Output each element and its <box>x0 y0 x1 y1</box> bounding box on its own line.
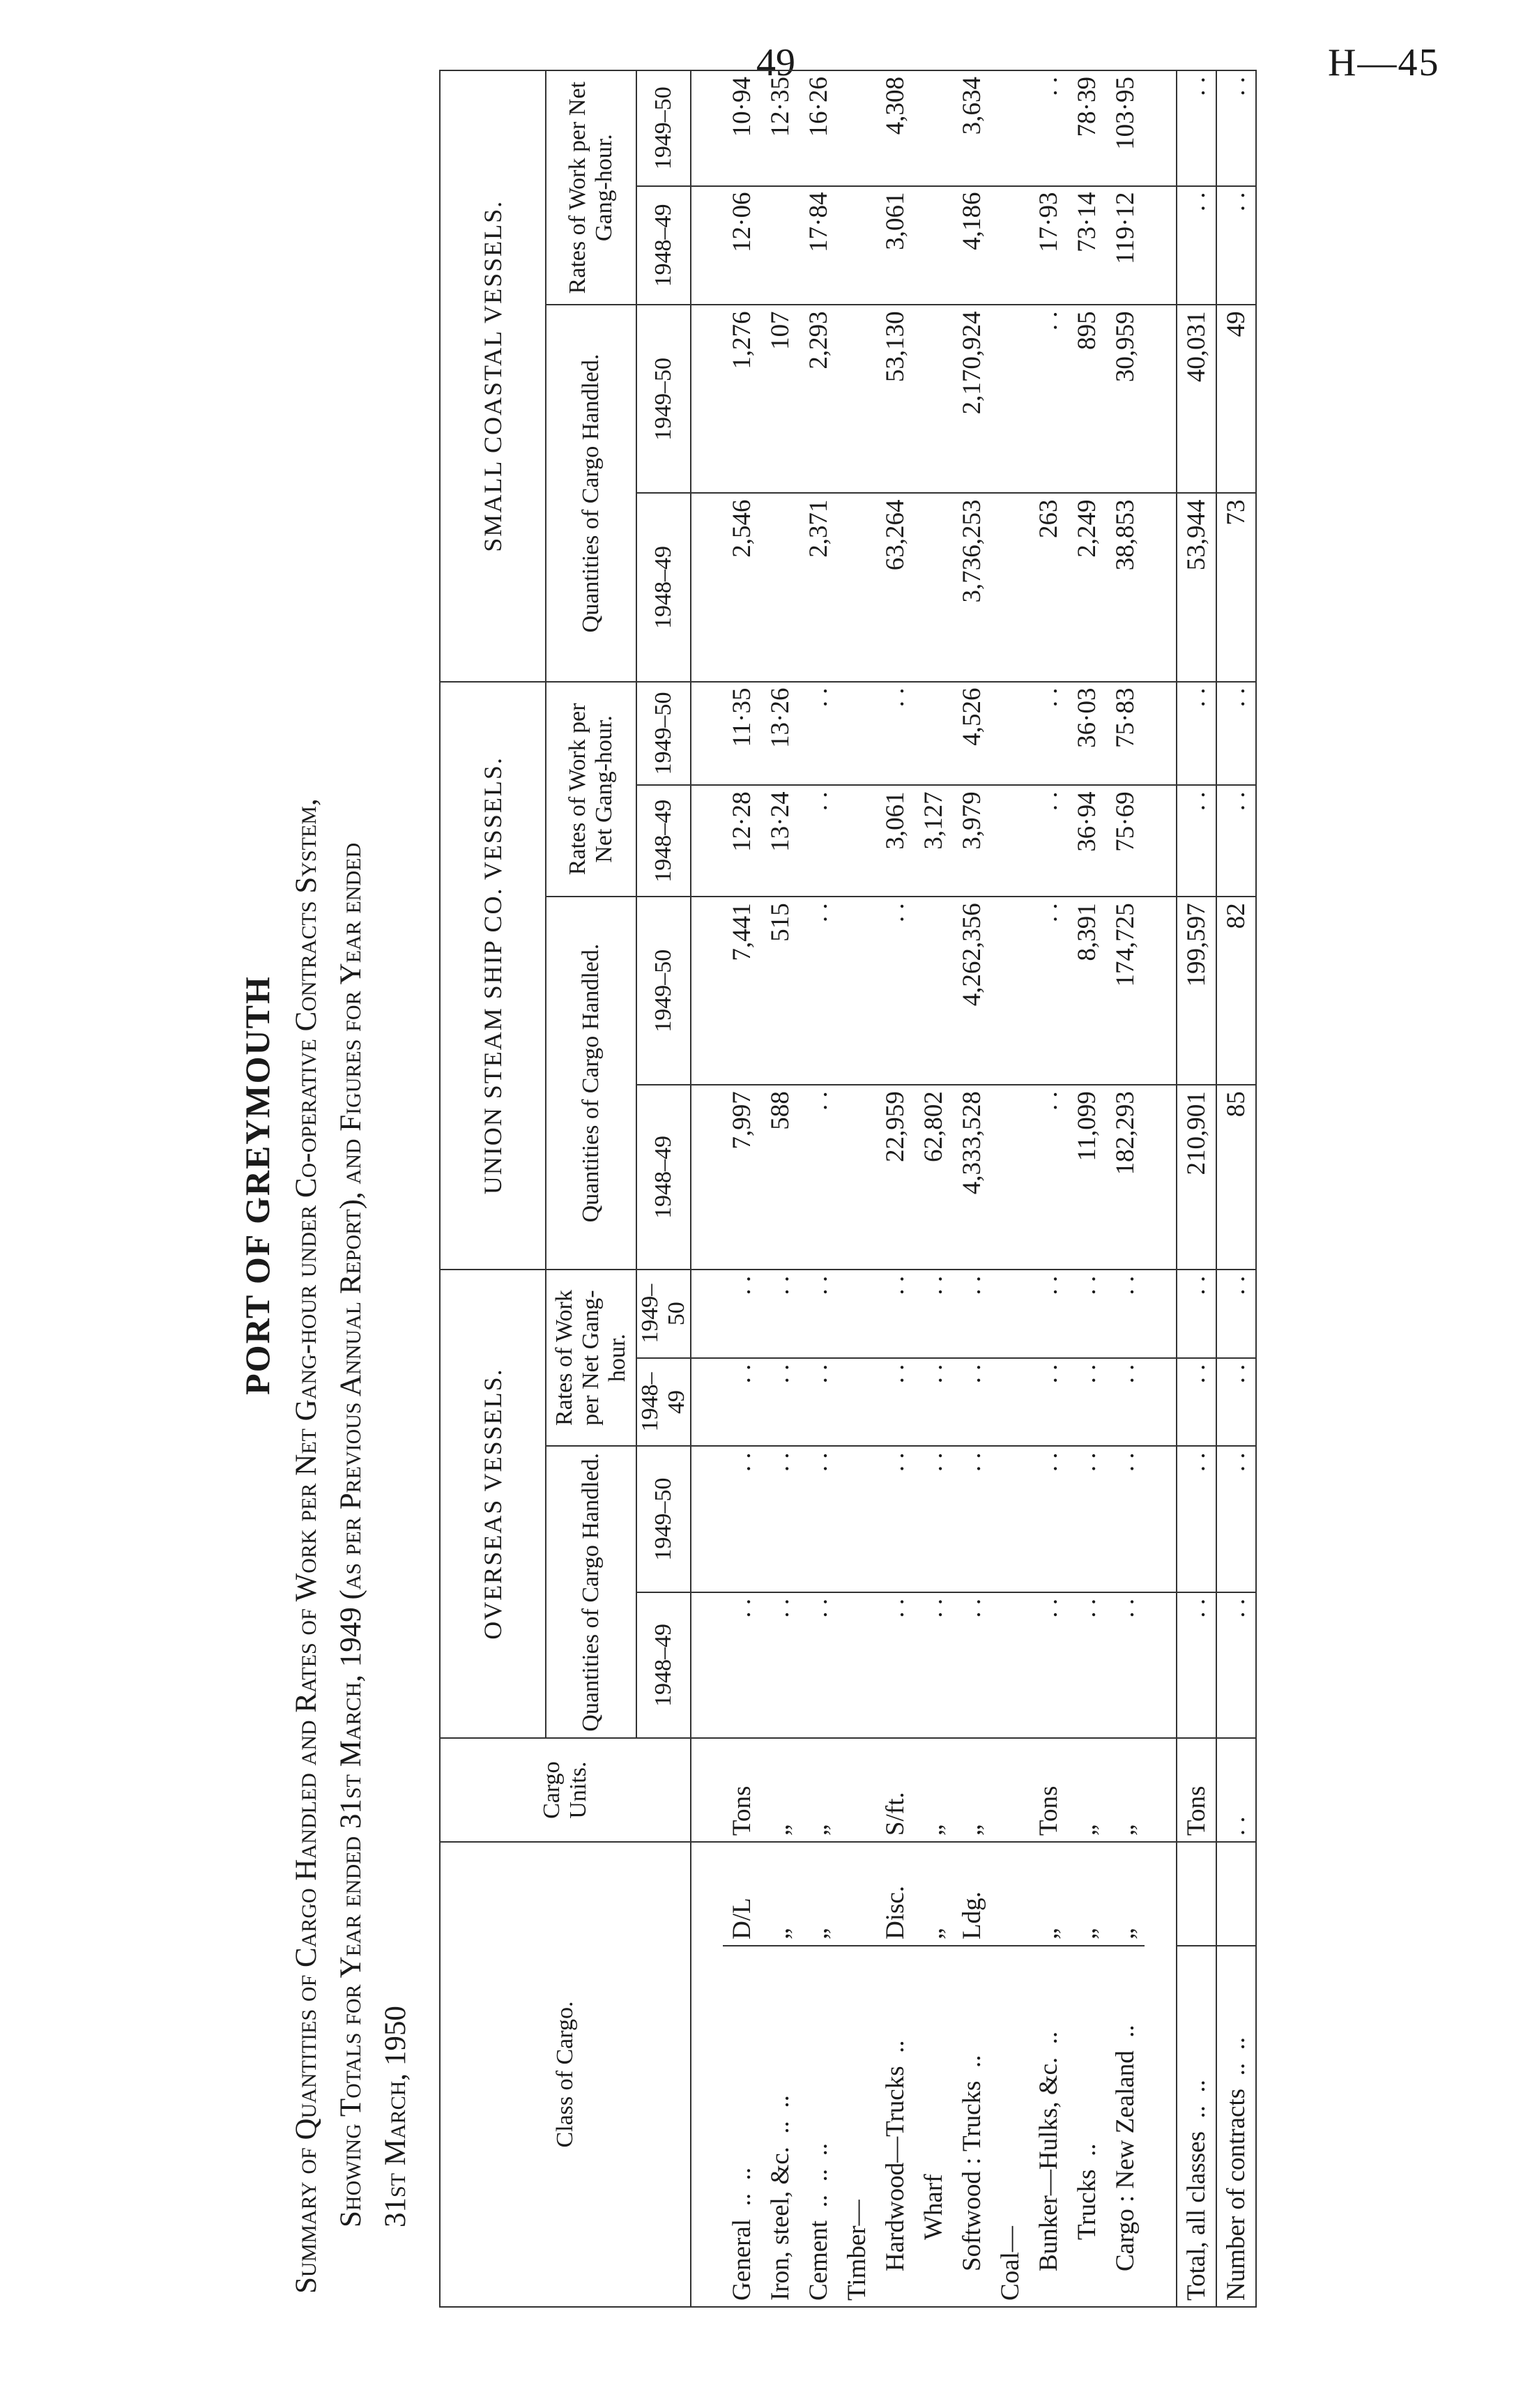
cargo-unit: Tons <box>1030 1738 1068 1842</box>
value-cell: . . <box>1177 1446 1216 1592</box>
value-cell <box>761 493 800 681</box>
value-cell <box>991 186 1030 305</box>
value-cell: . . <box>1177 70 1216 186</box>
value-cell <box>915 186 953 305</box>
row-label-text: Bunker—Hulks, &c. <box>1034 2057 1063 2271</box>
header-rates: Rates of Work per Net Gang-hour. <box>546 1270 636 1447</box>
handling-type: Ldg. <box>953 1842 991 1946</box>
value-cell: . . <box>953 1592 991 1738</box>
leader-dots: .. <box>1034 2031 1063 2057</box>
header-overseas-vessels: OVERSEAS VESSELS. <box>440 1270 546 1738</box>
value-cell: 4,308 <box>876 70 915 186</box>
value-cell: 7,441 <box>723 897 761 1085</box>
row-label-text: Trucks <box>1073 2169 1101 2240</box>
value-cell: . . <box>1216 1592 1256 1738</box>
value-cell: . . <box>876 1358 915 1447</box>
leader-dots: .. <box>881 2040 910 2066</box>
row-label <box>1068 1946 1106 2307</box>
value-cell: 7,997 <box>723 1085 761 1270</box>
value-cell: . . <box>1030 305 1068 493</box>
value-cell: . . <box>1216 186 1256 305</box>
table-row <box>991 70 1030 2307</box>
handling-type: „ <box>1068 1842 1106 1946</box>
value-cell: 63,264 <box>876 493 915 681</box>
value-cell: . . <box>1216 1358 1256 1447</box>
row-label-text: General <box>728 2218 756 2301</box>
value-cell: 4,186 <box>953 186 991 305</box>
handling-type <box>991 1842 1030 1946</box>
value-cell: 515 <box>761 897 800 1085</box>
value-cell: . . <box>1106 1446 1145 1592</box>
value-cell: 53,944 <box>1177 493 1216 681</box>
value-cell: . . <box>800 1270 838 1358</box>
value-cell: 3,979 <box>953 785 991 897</box>
value-cell: 11·35 <box>723 682 761 786</box>
value-cell <box>915 897 953 1085</box>
header-quantities: Quantities of Cargo Handled. <box>546 1446 636 1738</box>
value-cell: 199,597 <box>1177 897 1216 1085</box>
value-cell <box>838 682 876 786</box>
value-cell: . . <box>1030 1358 1068 1447</box>
row-label <box>953 1946 991 2307</box>
value-cell: 2,170,924 <box>953 305 991 493</box>
row-label <box>991 1946 1030 2307</box>
value-cell <box>838 305 876 493</box>
value-cell: . . <box>1216 785 1256 897</box>
value-cell: 73·14 <box>1068 186 1106 305</box>
header-rates: Rates of Work per Net Gang-hour. <box>546 682 636 897</box>
value-cell: 75·69 <box>1106 785 1145 897</box>
handling-type: „ <box>915 1842 953 1946</box>
value-cell: . . <box>953 1270 991 1358</box>
value-cell: . . <box>723 1358 761 1447</box>
value-cell: 2,293 <box>800 305 838 493</box>
value-cell: . . <box>1068 1358 1106 1447</box>
value-cell <box>915 682 953 786</box>
value-cell: 17·84 <box>800 186 838 305</box>
row-label <box>915 1946 953 2307</box>
value-cell <box>991 493 1030 681</box>
value-cell: . . <box>800 897 838 1085</box>
spacer-row <box>1145 70 1177 2307</box>
row-label <box>838 1946 876 2307</box>
value-cell: 40,031 <box>1177 305 1216 493</box>
value-cell: 49 <box>1216 305 1256 493</box>
table-row <box>723 70 761 2307</box>
value-cell: 210,901 <box>1177 1085 1216 1270</box>
handling-type: „ <box>1030 1842 1068 1946</box>
value-cell: 588 <box>761 1085 800 1270</box>
value-cell: 103·95 <box>1106 70 1145 186</box>
value-cell: . . <box>876 682 915 786</box>
value-cell <box>991 305 1030 493</box>
value-cell: 4,262,356 <box>953 897 991 1085</box>
row-label-text: Number of contracts <box>1222 2088 1250 2301</box>
header-year: 1948–49 <box>636 1358 691 1447</box>
row-label <box>876 1946 915 2307</box>
value-cell: . . <box>723 1270 761 1358</box>
value-cell <box>915 493 953 681</box>
value-cell: 11,099 <box>1068 1085 1106 1270</box>
value-cell: . . <box>1106 1358 1145 1447</box>
cargo-unit: „ <box>915 1738 953 1842</box>
value-cell: . . <box>800 1446 838 1592</box>
value-cell: . . <box>915 1270 953 1358</box>
page-number: 49 <box>756 41 795 84</box>
handling-type <box>1216 1842 1256 1946</box>
value-cell <box>991 1446 1030 1592</box>
row-label <box>1216 1946 1256 2307</box>
value-cell <box>915 70 953 186</box>
value-cell: . . <box>1030 1270 1068 1358</box>
cargo-unit: „ <box>761 1738 800 1842</box>
header-union-vessels: UNION STEAM SHIP CO. VESSELS. <box>440 682 546 1270</box>
cargo-unit: „ <box>1106 1738 1145 1842</box>
subtitle-line-3: 31st March, 1950 <box>379 2006 412 2227</box>
row-label-text: Coal— <box>996 2226 1025 2301</box>
header-year: 1948–49 <box>636 493 691 681</box>
header-coastal-vessels: SMALL COASTAL VESSELS. <box>440 70 546 682</box>
value-cell: 4,333,528 <box>953 1085 991 1270</box>
row-label-text: Timber— <box>843 2200 871 2301</box>
header-year: 1949–50 <box>636 70 691 186</box>
value-cell: . . <box>1216 70 1256 186</box>
value-cell: . . <box>800 682 838 786</box>
table-row <box>1068 70 1106 2307</box>
value-cell <box>838 1358 876 1447</box>
handling-type: „ <box>1106 1842 1145 1946</box>
header-quantities: Quantities of Cargo Handled. <box>546 897 636 1270</box>
value-cell: . . <box>876 1270 915 1358</box>
leader-dots: .. <box>1073 2143 1101 2170</box>
leader-dots: .. .. .. <box>804 2142 833 2220</box>
row-label-text: Hardwood—Trucks <box>881 2066 910 2271</box>
table-row <box>1030 70 1068 2307</box>
cargo-unit: „ <box>1068 1738 1106 1842</box>
value-cell: . . <box>1030 897 1068 1085</box>
value-cell: . . <box>1068 1270 1106 1358</box>
handling-type: D/L <box>723 1842 761 1946</box>
cargo-unit: „ <box>800 1738 838 1842</box>
value-cell: . . <box>1030 70 1068 186</box>
value-cell: . . <box>761 1270 800 1358</box>
subtitle-line-1: Summary of Quantities of Cargo Handled and Rates of Work per Net Gang-hour under Co-operative Contracts System, <box>290 798 323 2294</box>
row-label <box>1106 1946 1145 2307</box>
row-label <box>800 1946 838 2307</box>
value-cell: 3,061 <box>876 785 915 897</box>
value-cell: . . <box>1177 1270 1216 1358</box>
value-cell: 3,736,253 <box>953 493 991 681</box>
value-cell <box>838 493 876 681</box>
value-cell: 36·94 <box>1068 785 1106 897</box>
leader-dots: .. .. <box>1222 2036 1250 2089</box>
value-cell: 78·39 <box>1068 70 1106 186</box>
handling-type <box>1177 1842 1216 1946</box>
value-cell <box>991 785 1030 897</box>
header-year: 1949–50 <box>636 1446 691 1592</box>
value-cell: 3,061 <box>876 186 915 305</box>
header-cargo-units: Cargo Units. <box>440 1738 691 1842</box>
value-cell <box>991 70 1030 186</box>
value-cell: . . <box>1030 1592 1068 1738</box>
value-cell: 13·24 <box>761 785 800 897</box>
value-cell: . . <box>1030 1085 1068 1270</box>
value-cell: . . <box>876 1592 915 1738</box>
rotated-table-sheet <box>230 49 1527 2322</box>
value-cell <box>838 186 876 305</box>
value-cell: 2,546 <box>723 493 761 681</box>
value-cell: 182,293 <box>1106 1085 1145 1270</box>
subtitle-line-2: Showing Totals for Year ended 31st March, 1949 (as per Previous Annual Report), and Figures for Year ended <box>335 842 367 2227</box>
value-cell: . . <box>1216 682 1256 786</box>
cargo-unit: . . <box>1216 1738 1256 1842</box>
header-quantities: Quantities of Cargo Handled. <box>546 305 636 681</box>
value-cell: 895 <box>1068 305 1106 493</box>
value-cell: . . <box>876 1446 915 1592</box>
table-row <box>876 70 915 2307</box>
contracts-row <box>1216 70 1256 2307</box>
row-label-text: Cargo : New Zealand <box>1111 2050 1140 2271</box>
table-row <box>915 70 953 2307</box>
value-cell: 8,391 <box>1068 897 1106 1085</box>
value-cell: . . <box>1030 785 1068 897</box>
value-cell: . . <box>953 1358 991 1447</box>
row-label-text: Iron, steel, &c. <box>766 2147 795 2301</box>
value-cell: . . <box>915 1592 953 1738</box>
value-cell: 82 <box>1216 897 1256 1085</box>
value-cell: 12·06 <box>723 186 761 305</box>
value-cell: . . <box>1177 1592 1216 1738</box>
value-cell: . . <box>953 1446 991 1592</box>
table-row <box>800 70 838 2307</box>
handling-type: Disc. <box>876 1842 915 1946</box>
value-cell: . . <box>1030 1446 1068 1592</box>
value-cell <box>838 785 876 897</box>
value-cell: . . <box>761 1358 800 1447</box>
value-cell <box>838 1270 876 1358</box>
row-label-text: Softwood : Trucks <box>958 2080 986 2271</box>
value-cell: . . <box>1177 682 1216 786</box>
table-row <box>1106 70 1145 2307</box>
row-label-text: Wharf <box>919 2174 948 2240</box>
value-cell: . . <box>915 1446 953 1592</box>
value-cell: . . <box>1177 186 1216 305</box>
value-cell <box>991 897 1030 1085</box>
handling-type: „ <box>800 1842 838 1946</box>
value-cell: 107 <box>761 305 800 493</box>
value-cell: 263 <box>1030 493 1068 681</box>
value-cell <box>991 682 1030 786</box>
value-cell: . . <box>800 1592 838 1738</box>
value-cell: 53,130 <box>876 305 915 493</box>
value-cell: . . <box>800 1085 838 1270</box>
leader-dots: .. .. <box>728 2167 756 2219</box>
value-cell: 17·93 <box>1030 186 1068 305</box>
value-cell: 38,853 <box>1106 493 1145 681</box>
value-cell: . . <box>1177 785 1216 897</box>
value-cell: . . <box>1068 1592 1106 1738</box>
value-cell <box>991 1085 1030 1270</box>
value-cell: . . <box>1106 1592 1145 1738</box>
value-cell <box>838 897 876 1085</box>
value-cell <box>838 1085 876 1270</box>
row-label <box>761 1946 800 2307</box>
leader-dots: .. .. <box>766 2095 795 2147</box>
cargo-summary-table <box>439 70 1257 2308</box>
table-row <box>953 70 991 2307</box>
value-cell: 36·03 <box>1068 682 1106 786</box>
value-cell: 3,634 <box>953 70 991 186</box>
value-cell: 16·26 <box>800 70 838 186</box>
header-year: 1949–50 <box>636 682 691 786</box>
value-cell: 2,371 <box>800 493 838 681</box>
header-year: 1948–49 <box>636 785 691 897</box>
value-cell <box>991 1358 1030 1447</box>
value-cell: 119·12 <box>1106 186 1145 305</box>
value-cell: 22,959 <box>876 1085 915 1270</box>
row-label <box>1177 1946 1216 2307</box>
value-cell <box>991 1592 1030 1738</box>
cargo-unit: Tons <box>1177 1738 1216 1842</box>
table-row <box>838 70 876 2307</box>
page-code: H—45 <box>1328 41 1440 84</box>
cargo-unit <box>991 1738 1030 1842</box>
leader-dots: .. <box>958 2055 986 2081</box>
header-year: 1949–50 <box>636 1270 691 1358</box>
value-cell <box>838 1592 876 1738</box>
value-cell: 75·83 <box>1106 682 1145 786</box>
value-cell: 1,276 <box>723 305 761 493</box>
value-cell: 174,725 <box>1106 897 1145 1085</box>
value-cell <box>838 1446 876 1592</box>
value-cell: 4,526 <box>953 682 991 786</box>
value-cell: 62,802 <box>915 1085 953 1270</box>
value-cell: . . <box>1106 1270 1145 1358</box>
value-cell: . . <box>876 897 915 1085</box>
cargo-unit: „ <box>953 1738 991 1842</box>
value-cell: 12·28 <box>723 785 761 897</box>
leader-dots: .. .. <box>1182 2080 1211 2132</box>
header-year: 1948–49 <box>636 1592 691 1738</box>
header-year: 1949–50 <box>636 305 691 493</box>
value-cell: . . <box>1216 1270 1256 1358</box>
leader-dots: .. <box>1111 2025 1140 2051</box>
value-cell: 30,959 <box>1106 305 1145 493</box>
value-cell: . . <box>800 1358 838 1447</box>
table-body <box>691 70 1256 2307</box>
total-row <box>1177 70 1216 2307</box>
cargo-unit: S/ft. <box>876 1738 915 1842</box>
value-cell: 2,249 <box>1068 493 1106 681</box>
header-year: 1948–49 <box>636 186 691 305</box>
page-title: PORT OF GREYMOUTH <box>238 975 277 1395</box>
value-cell <box>761 186 800 305</box>
header-class-of-cargo: Class of Cargo. <box>440 1842 691 2307</box>
header-year: 1949–50 <box>636 897 691 1085</box>
cargo-unit: Tons <box>723 1738 761 1842</box>
value-cell: . . <box>1177 1358 1216 1447</box>
value-cell: 73 <box>1216 493 1256 681</box>
header-rates: Rates of Work per Net Gang-hour. <box>546 70 636 305</box>
value-cell <box>991 1270 1030 1358</box>
value-cell: 10·94 <box>723 70 761 186</box>
value-cell: 85 <box>1216 1085 1256 1270</box>
row-label <box>723 1946 761 2307</box>
value-cell: 13·26 <box>761 682 800 786</box>
cargo-unit <box>838 1738 876 1842</box>
row-label-text: Total, all classes <box>1182 2131 1211 2301</box>
table-subtitle <box>284 98 418 2294</box>
value-cell: 3,127 <box>915 785 953 897</box>
row-label-text: Cement <box>804 2220 833 2301</box>
value-cell: . . <box>800 785 838 897</box>
row-label <box>1030 1946 1068 2307</box>
table-row <box>761 70 800 2307</box>
value-cell: . . <box>1030 682 1068 786</box>
handling-type: „ <box>761 1842 800 1946</box>
value-cell <box>915 305 953 493</box>
value-cell: . . <box>1068 1446 1106 1592</box>
value-cell <box>838 70 876 186</box>
header-year: 1948–49 <box>636 1085 691 1270</box>
spacer-row <box>691 70 723 2307</box>
value-cell: . . <box>723 1446 761 1592</box>
value-cell: 12·35 <box>761 70 800 186</box>
value-cell: . . <box>723 1592 761 1738</box>
value-cell: . . <box>761 1446 800 1592</box>
value-cell: . . <box>761 1592 800 1738</box>
handling-type <box>838 1842 876 1946</box>
value-cell: . . <box>915 1358 953 1447</box>
value-cell: . . <box>1216 1446 1256 1592</box>
